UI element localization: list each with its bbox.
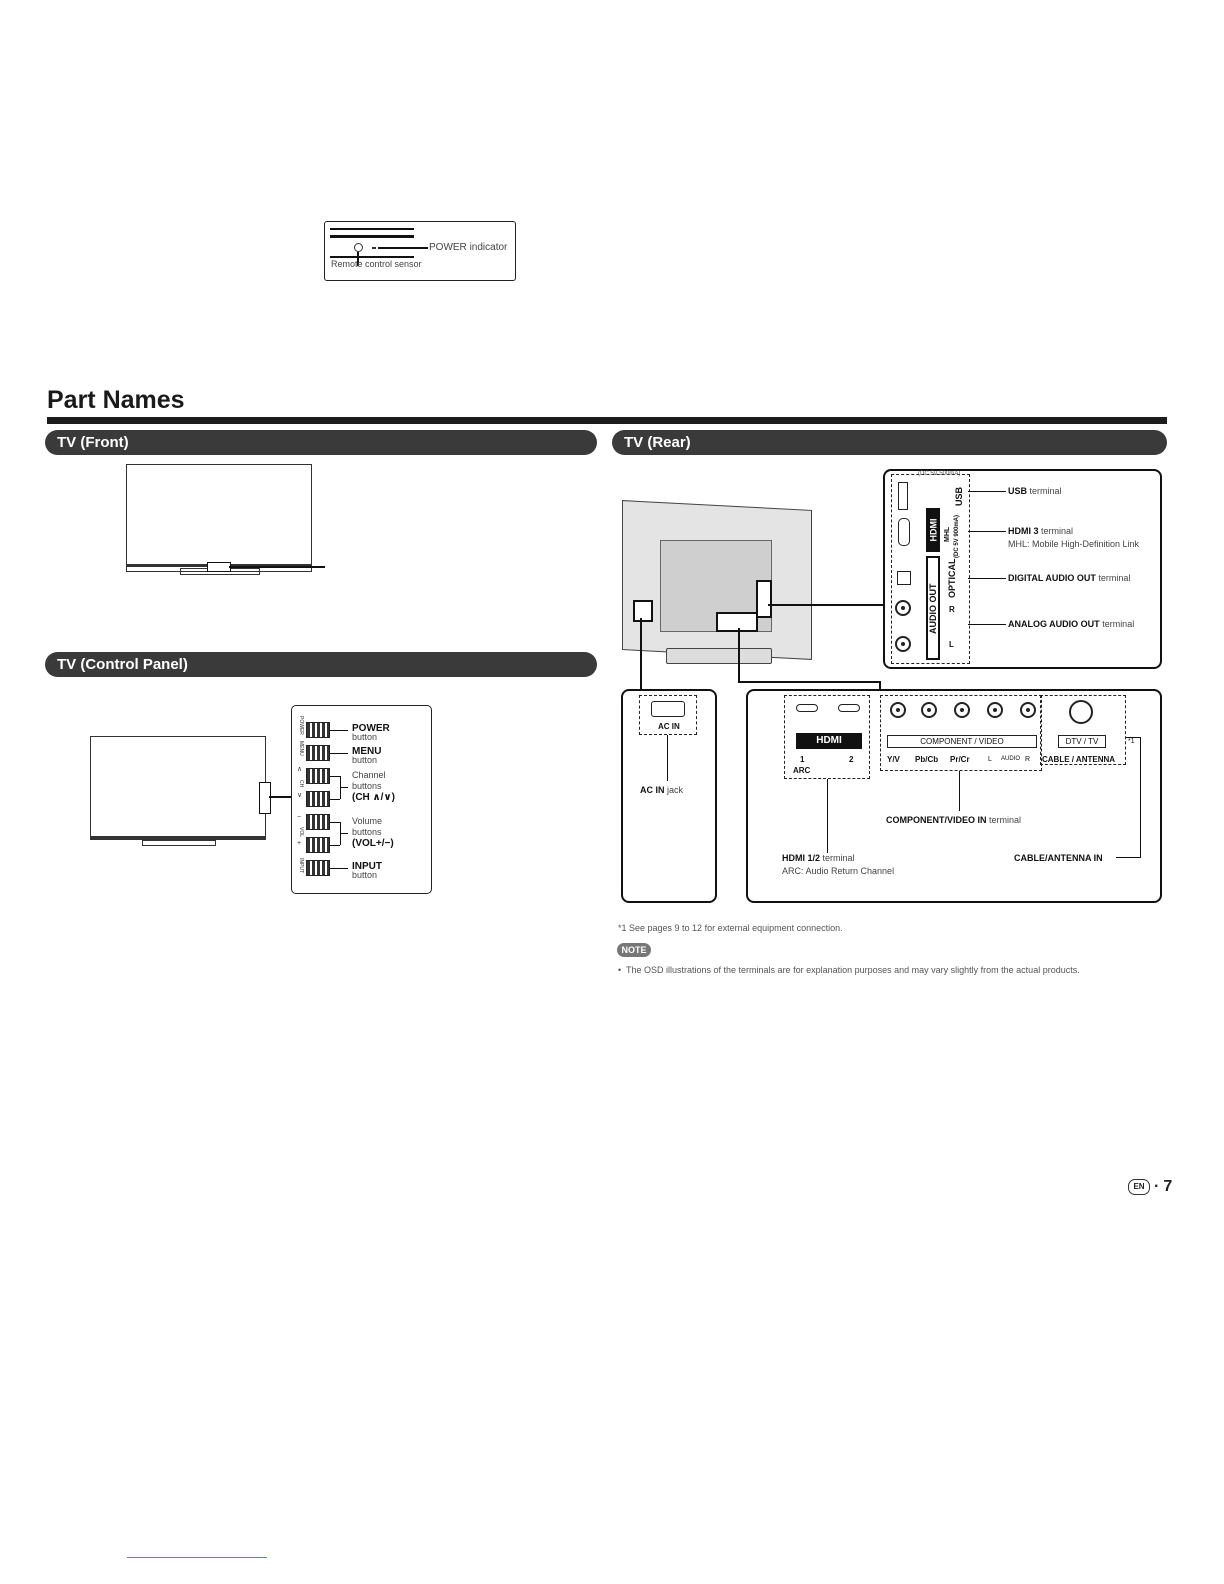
mhl-port — [898, 518, 910, 546]
power-button[interactable] — [306, 722, 330, 738]
power-indicator-icon — [354, 243, 363, 252]
control-panel-location — [259, 782, 271, 814]
usb-terminal-label: USB terminal — [1008, 486, 1062, 496]
power-button-label: POWER button — [352, 723, 390, 742]
menu-button[interactable] — [306, 745, 330, 761]
bottom-link-line — [127, 1557, 267, 1558]
hdmi1-port — [796, 704, 818, 712]
volume-buttons-label: Volume buttons (VOL+/−) — [352, 816, 394, 849]
menu-button-label: MENU button — [352, 746, 382, 765]
hdmi2-port — [838, 704, 860, 712]
section-rear-header: TV (Rear) — [612, 430, 1167, 455]
analog-audio-out-label: ANALOG AUDIO OUT terminal — [1008, 619, 1135, 629]
ac-in-port — [651, 701, 685, 717]
front-callout-line — [229, 566, 325, 568]
volume-up-button[interactable] — [306, 837, 330, 853]
audio-r-port — [895, 600, 911, 616]
note-bullet: • — [618, 965, 622, 975]
component-label: COMPONENT / VIDEO — [887, 735, 1037, 748]
rear-side-terminal-marker — [756, 580, 772, 618]
antenna-port — [1069, 700, 1093, 724]
power-indicator-label: POWER indicator — [429, 242, 508, 253]
hdmi12-logo: HDMI — [796, 733, 862, 749]
optical-port — [897, 571, 911, 585]
audio-l-port — [895, 636, 911, 652]
component-in-label: COMPONENT/VIDEO IN terminal — [886, 815, 1022, 825]
tv-control-screen — [90, 736, 266, 837]
hdmi12-terminal-label: HDMI 1/2 terminal — [782, 853, 855, 863]
channel-buttons-label: Channel buttons (CH ∧/∨) — [352, 770, 395, 803]
channel-up-button[interactable] — [306, 768, 330, 784]
language-badge: EN — [1128, 1179, 1150, 1195]
section-control-header: TV (Control Panel) — [45, 652, 597, 677]
footnote: *1 See pages 9 to 12 for external equipment connection. — [618, 923, 843, 933]
page-title: Part Names — [47, 386, 185, 414]
note-badge: NOTE — [617, 943, 651, 957]
volume-down-button[interactable] — [306, 814, 330, 830]
front-sensor-box — [207, 562, 231, 572]
arc-label: ARC: Audio Return Channel — [782, 866, 895, 876]
tv-front-screen — [126, 464, 312, 572]
digital-audio-out-label: DIGITAL AUDIO OUT terminal — [1008, 573, 1131, 583]
input-button-label: INPUT button — [352, 861, 382, 880]
usb-port — [898, 482, 908, 510]
mhl-label: MHL: Mobile High-Definition Link — [1008, 539, 1140, 549]
rear-bottom-terminal-marker — [716, 612, 758, 632]
input-button[interactable] — [306, 860, 330, 876]
section-front-header: TV (Front) — [45, 430, 597, 455]
page-number: EN · 7 — [1128, 1178, 1172, 1196]
tv-rear-stand — [666, 648, 772, 664]
hdmi3-logo: HDMI — [926, 508, 940, 552]
power-indicator-line — [378, 247, 428, 249]
tv-control-stand — [142, 840, 216, 846]
cable-antenna-in-label: CABLE/ANTENNA IN — [1014, 853, 1103, 863]
ac-in-jack-label: AC IN jack — [640, 785, 684, 795]
rear-ac-marker — [633, 600, 653, 622]
channel-down-button[interactable] — [306, 791, 330, 807]
hdmi3-terminal-label: HDMI 3 terminal — [1008, 526, 1074, 536]
title-rule — [47, 417, 1167, 424]
remote-sensor-label: Remote control sensor — [331, 259, 422, 269]
note-text: The OSD illustrations of the terminals are for explanation purposes and may vary slightly from the actual products. — [626, 965, 1080, 975]
